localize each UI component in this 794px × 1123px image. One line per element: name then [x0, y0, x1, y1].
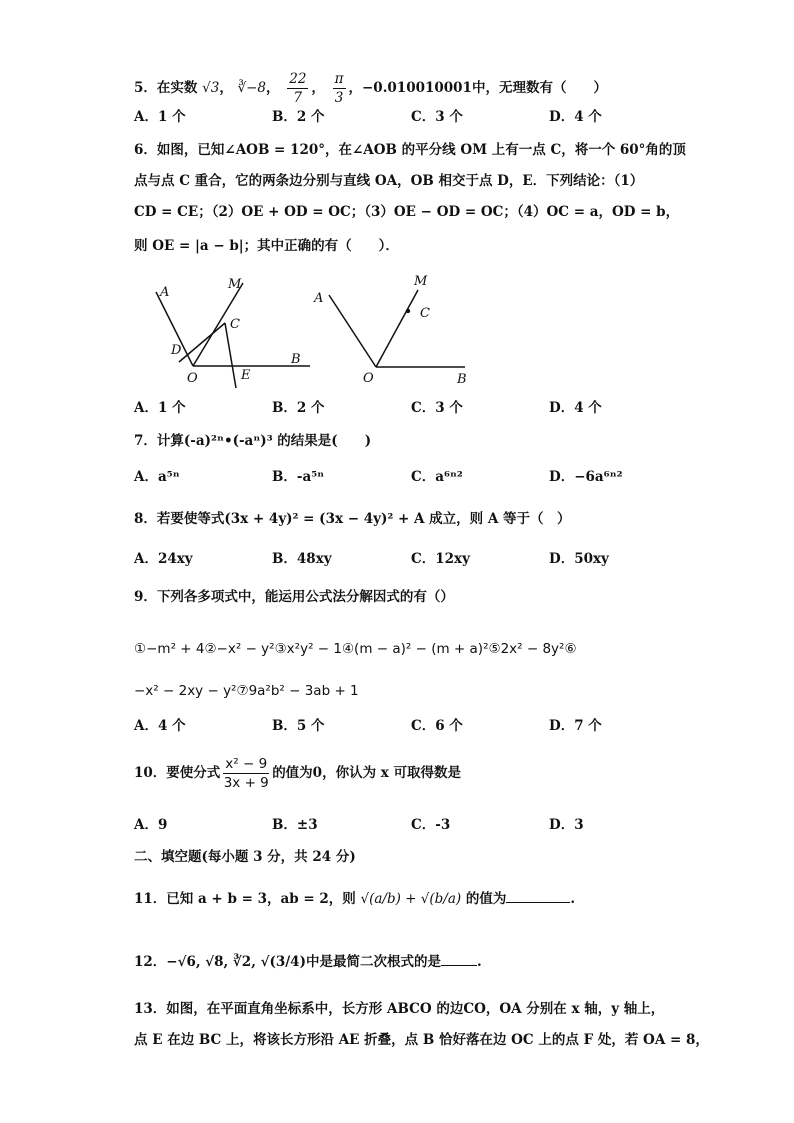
q9-option-b: B．5 个	[272, 718, 325, 734]
q11-pre: 11．已知 a + b = 3，ab = 2，则	[134, 891, 356, 907]
q6-figures	[140, 270, 480, 395]
q8-option-c: C．12xy	[411, 551, 470, 567]
q11-expression: √(a/b) + √(b/a)	[360, 891, 462, 907]
fig2-label-c: C	[420, 306, 430, 321]
q10-fraction: $\frac{\text{x² − 9}}{3x + 9}$	[223, 756, 269, 791]
q8-option-b: B．48xy	[272, 551, 332, 567]
q10-option-a: A．9	[134, 817, 168, 833]
q5-tail: ，−0.010010001中，无理数有（ ）	[348, 80, 607, 96]
fig1-label-c: C	[230, 317, 240, 332]
section-heading: 二、填空题(每小题 3 分，共 24 分)	[134, 849, 356, 865]
q12-answer-blank[interactable]	[441, 951, 477, 966]
q6-option-b: B．2 个	[272, 400, 325, 416]
q9-line1: ①−m² + 4②−x² − y²③x²y² − 1④(m − a)² − (m + a)²⑤2x² − 8y²⑥	[134, 641, 577, 657]
q5-stem: 5．在实数 √3， ∛−8， $\frac{22}{7}$ ， $\frac{\pi}{3}$ ，−0.010010001中，无理数有（ ）	[134, 71, 607, 106]
q7-option-d: D．−6a⁶ⁿ²	[549, 469, 623, 485]
q7-stem: 7．计算(-a)²ⁿ•(-aⁿ)³ 的结果是( )	[134, 433, 372, 449]
fig2-label-o: O	[363, 371, 374, 386]
fig2-label-m: M	[414, 274, 428, 289]
q6-line2: 点与点 C 重合，它的两条边分别与直线 OA，OB 相交于点 D，E．下列结论：（1）	[134, 173, 644, 189]
q9-option-c: C．6 个	[411, 718, 463, 734]
fig1-label-o: O	[187, 371, 198, 386]
q8-stem: 8．若要使等式(3x + 4y)² = (3x − 4y)² + A 成立，则 A 等于（ ）	[134, 511, 571, 527]
fig2-label-a: A	[314, 291, 324, 306]
fig1-label-m: M	[228, 277, 242, 292]
q11-post: 的值为	[465, 891, 507, 907]
q10-pre: 10．要使分式	[134, 765, 221, 781]
q5-option-b: B．2 个	[272, 109, 325, 125]
q6-line3: CD = CE；（2）OE + OD = OC；（3）OE − OD = OC；（4）OC = a，OD = b，	[134, 204, 680, 220]
q8-option-d: D．50xy	[549, 551, 609, 567]
q11-stem: 11．已知 a + b = 3，ab = 2，则 √(a/b) + √(b/a) 的值为 .	[134, 888, 575, 909]
q9-stem: 9．下列各多项式中，能运用公式法分解因式的有（）	[134, 589, 454, 605]
q5-pre: 5．在实数	[134, 80, 198, 96]
q12-pre: 12．−√6, √8, ∛2, √(3/4)	[134, 954, 306, 970]
q6-option-a: A．1 个	[134, 400, 186, 416]
fig1-label-a: A	[160, 285, 170, 300]
q6-figure-2	[313, 274, 467, 387]
q5-cuberoot: ∛−8	[237, 80, 267, 96]
q5-frac-22-7: $\frac{22}{7}$	[289, 71, 307, 106]
q5-sqrt3: √3	[202, 80, 220, 96]
q10-option-b: B．±3	[272, 817, 318, 833]
q10-option-c: C．-3	[411, 817, 451, 833]
q8-option-a: A．24xy	[134, 551, 193, 567]
q6-line1: 6．如图，已知∠AOB = 120°，在∠AOB 的平分线 OM 上有一点 C，将一个 60°角的顶	[134, 142, 686, 158]
fig1-label-b: B	[291, 352, 301, 367]
q6-line4: 则 OE = |a − b|；其中正确的有（ ）．	[134, 238, 399, 254]
q7-option-a: A．a⁵ⁿ	[134, 469, 180, 485]
q13-line1: 13．如图，在平面直角坐标系中，长方形 ABCO 的边CO，OA 分别在 x 轴，y 轴上，	[134, 1001, 665, 1017]
q5-option-c: C．3 个	[411, 109, 463, 125]
q13-line2: 点 E 在边 BC 上，将该长方形沿 AE 折叠，点 B 恰好落在边 OC 上的点 F 处，若 OA = 8，	[134, 1032, 709, 1048]
q5-frac-pi-3: $\frac{\pi}{3}$	[334, 71, 344, 106]
q7-option-b: B．-a⁵ⁿ	[272, 469, 325, 485]
q12-post: 中是最简二次根式的是	[305, 954, 441, 970]
q9-option-a: A．4 个	[134, 718, 186, 734]
q10-stem	[134, 753, 461, 793]
q6-option-c: C．3 个	[411, 400, 463, 416]
q7-option-c: C．a⁶ⁿ²	[411, 469, 463, 485]
q6-option-d: D．4 个	[549, 400, 602, 416]
q10-post: 的值为0，你认为 x 可取得数是	[272, 765, 462, 781]
fig1-label-e: E	[241, 368, 251, 383]
q9-option-d: D．7 个	[549, 718, 602, 734]
q6-figure-1	[156, 277, 310, 388]
q5-option-a: A．1 个	[134, 109, 186, 125]
q10-option-d: D．3	[549, 817, 584, 833]
q9-line2: −x² − 2xy − y²⑦9a²b² − 3ab + 1	[134, 683, 359, 699]
fig2-label-b: B	[457, 372, 467, 387]
fig1-label-d: D	[171, 343, 182, 358]
q11-answer-blank[interactable]	[506, 888, 570, 903]
q12-stem: 12．−√6, √8, ∛2, √(3/4)中是最简二次根式的是 .	[134, 951, 482, 972]
q5-option-d: D．4 个	[549, 109, 602, 125]
